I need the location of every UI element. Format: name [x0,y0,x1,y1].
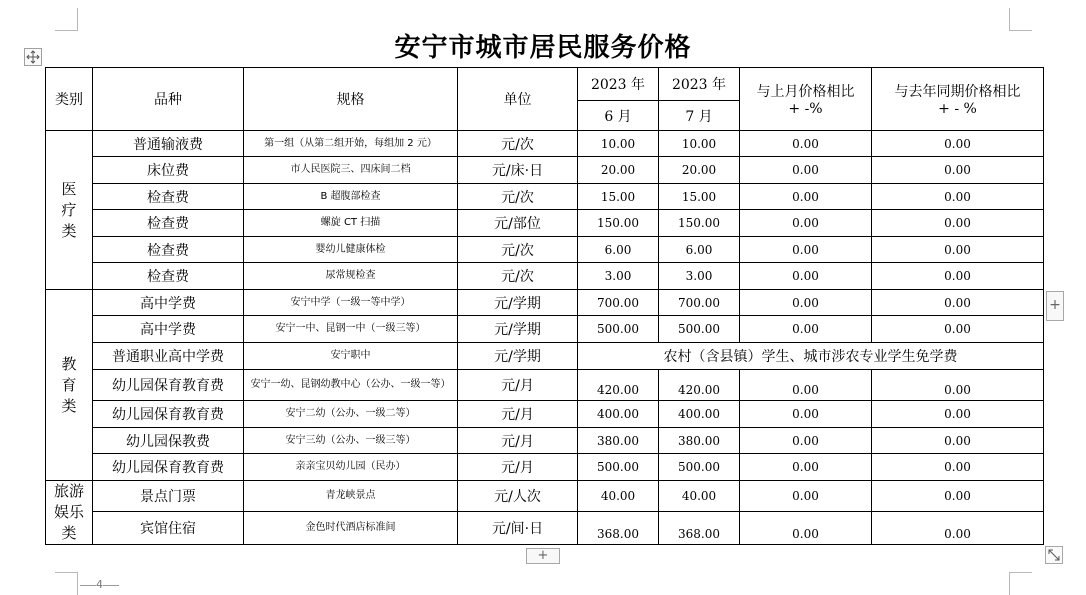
category-char: 医 [61,179,77,198]
table-row [46,454,1044,481]
cell-june-price: 500.00 [578,316,659,343]
header-unit: 单位 [458,68,578,131]
cell-july-price: 10.00 [659,131,740,157]
crop-mark-top-left [55,8,78,31]
header-year-june: 2023 年 [578,68,659,101]
cell-mom-change: 0.00 [740,316,872,343]
page-number-value: 4 [96,578,103,591]
cell-mom-change: 0.00 [740,131,872,157]
cell-exemption-note: 农村（含县镇）学生、城市涉农专业学生免学费 [578,343,1044,370]
cell-june-price: 400.00 [578,401,659,428]
crop-mark-bottom-right [1009,572,1032,595]
table-row [46,157,1044,184]
page-number [80,578,119,592]
cell-mom-change: 0.00 [740,157,872,184]
page-number-dash-right [103,585,119,586]
table-row [46,237,1044,263]
category-char: 类 [61,396,77,415]
cell-july-price: 20.00 [659,157,740,184]
cell-unit: 元/月 [458,401,578,428]
cell-july-price: 150.00 [659,210,740,237]
header-item: 品种 [93,68,244,131]
cell-spec: 婴幼儿健康体检 [244,237,458,263]
cell-item: 检查费 [93,184,244,210]
cell-june-price: 368.00 [578,511,659,544]
cell-item: 检查费 [93,263,244,290]
cell-june-price: 700.00 [578,290,659,316]
cell-unit: 元/次 [458,184,578,210]
cell-item: 高中学费 [93,316,244,343]
cell-spec: 安宁二幼（公办、一级二等） [244,401,458,428]
table-row [46,263,1044,290]
price-table [45,67,1044,545]
cell-yoy-change: 0.00 [872,316,1044,343]
cell-mom-change: 0.00 [740,237,872,263]
crop-mark-top-right [1009,8,1032,31]
cell-june-price: 420.00 [578,370,659,401]
cell-june-price: 40.00 [578,481,659,512]
cell-june-price: 10.00 [578,131,659,157]
document-title: 安宁市城市居民服务价格 [394,33,692,63]
header-spec: 规格 [244,68,458,131]
header-year-july: 2023 年 [659,68,740,101]
cell-mom-change: 0.00 [740,481,872,512]
cell-spec: 金色时代酒店标准间 [244,511,458,544]
cell-unit: 元/学期 [458,290,578,316]
header-yoy-line2: + - % [938,101,977,117]
cell-mom-change: 0.00 [740,401,872,428]
cell-item: 景点门票 [93,481,244,512]
table-row [46,343,1044,370]
cell-yoy-change: 0.00 [872,290,1044,316]
cell-unit: 元/间·日 [458,511,578,544]
cell-july-price: 3.00 [659,263,740,290]
cell-item: 床位费 [93,157,244,184]
cell-spec: 螺旋 CT 扫描 [244,210,458,237]
table-resize-handle[interactable] [1045,546,1063,564]
cell-spec: 安宁一幼、昆钢幼教中心（公办、一级一等） [244,370,458,401]
cell-june-price: 15.00 [578,184,659,210]
header-month-july: 7 月 [659,101,740,131]
header-row [46,68,1044,101]
cell-mom-change: 0.00 [740,511,872,544]
add-row-button[interactable]: + [526,548,560,564]
cell-june-price: 3.00 [578,263,659,290]
cell-yoy-change: 0.00 [872,263,1044,290]
category-education [46,290,93,481]
cell-unit: 元/次 [458,237,578,263]
table-row [46,290,1044,316]
cell-spec: 安宁三幼（公办、一级三等） [244,428,458,454]
cell-mom-change: 0.00 [740,184,872,210]
cell-yoy-change: 0.00 [872,454,1044,481]
cell-yoy-change: 0.00 [872,401,1044,428]
cell-yoy-change: 0.00 [872,428,1044,454]
cell-july-price: 15.00 [659,184,740,210]
table-row [46,401,1044,428]
header-category: 类别 [46,68,93,131]
cell-spec: 青龙峡景点 [244,481,458,512]
resize-arrows-icon [1046,547,1062,563]
cell-july-price: 368.00 [659,511,740,544]
cell-spec: 安宁职中 [244,343,458,370]
cell-july-price: 380.00 [659,428,740,454]
header-mom-line2: + -% [788,101,823,117]
cell-june-price: 500.00 [578,454,659,481]
cell-july-price: 500.00 [659,454,740,481]
cell-july-price: 700.00 [659,290,740,316]
cell-item: 幼儿园保育教育费 [93,370,244,401]
category-char: 教 [61,354,77,373]
cell-item: 幼儿园保育教育费 [93,454,244,481]
cell-unit: 元/月 [458,454,578,481]
cell-july-price: 500.00 [659,316,740,343]
category-medical [46,131,93,290]
header-mom-line1: 与上月价格相比 [756,84,855,100]
cell-unit: 元/次 [458,131,578,157]
cell-july-price: 400.00 [659,401,740,428]
header-month-over-month [740,68,872,131]
category-char: 类 [61,524,77,542]
category-char: 疗 [61,200,77,219]
table-row [46,428,1044,454]
cell-item: 检查费 [93,237,244,263]
cell-item: 普通输液费 [93,131,244,157]
cell-mom-change: 0.00 [740,210,872,237]
cell-yoy-change: 0.00 [872,481,1044,512]
category-char: 育 [61,375,77,394]
cell-yoy-change: 0.00 [872,210,1044,237]
cell-mom-change: 0.00 [740,454,872,481]
cell-yoy-change: 0.00 [872,511,1044,544]
cell-unit: 元/学期 [458,343,578,370]
table-row [46,184,1044,210]
header-year-over-year [872,68,1044,131]
cell-yoy-change: 0.00 [872,157,1044,184]
cell-july-price: 420.00 [659,370,740,401]
cell-spec: 安宁中学（一级一等中学） [244,290,458,316]
cell-july-price: 6.00 [659,237,740,263]
cell-spec: 第一组（从第二组开始，每组加 2 元） [244,131,458,157]
cell-unit: 元/床·日 [458,157,578,184]
cell-unit: 元/人次 [458,481,578,512]
category-char: 类 [61,221,77,240]
cell-spec: 尿常规检查 [244,263,458,290]
category-tourism [46,481,93,545]
table-row [46,370,1044,401]
cell-mom-change: 0.00 [740,370,872,401]
cell-mom-change: 0.00 [740,263,872,290]
cell-item: 幼儿园保教费 [93,428,244,454]
cell-mom-change: 0.00 [740,428,872,454]
table-row [46,481,1044,512]
cell-yoy-change: 0.00 [872,184,1044,210]
cell-june-price: 20.00 [578,157,659,184]
cell-yoy-change: 0.00 [872,237,1044,263]
cell-june-price: 150.00 [578,210,659,237]
cell-spec: B 超腹部检查 [244,184,458,210]
cell-item: 幼儿园保育教育费 [93,401,244,428]
category-char: 娱乐 [53,503,84,521]
cell-mom-change: 0.00 [740,290,872,316]
category-char: 旅游 [53,482,84,500]
cell-unit: 元/学期 [458,316,578,343]
cell-yoy-change: 0.00 [872,370,1044,401]
table-row [46,131,1044,157]
cell-spec: 亲亲宝贝幼儿园（民办） [244,454,458,481]
cell-item: 宾馆住宿 [93,511,244,544]
header-yoy-line1: 与去年同期价格相比 [894,84,1021,100]
cell-july-price: 40.00 [659,481,740,512]
header-month-june: 6 月 [578,101,659,131]
table-row [46,511,1044,544]
cell-yoy-change: 0.00 [872,131,1044,157]
cell-item: 普通职业高中学费 [93,343,244,370]
cell-spec: 市人民医院三、四床间二档 [244,157,458,184]
cell-spec: 安宁一中、昆钢一中（一级三等） [244,316,458,343]
cell-item: 高中学费 [93,290,244,316]
page-number-dash-left [80,585,96,586]
cell-unit: 元/部位 [458,210,578,237]
table-row [46,316,1044,343]
cell-item: 检查费 [93,210,244,237]
cell-june-price: 6.00 [578,237,659,263]
table-row [46,210,1044,237]
cell-unit: 元/月 [458,370,578,401]
cell-unit: 元/次 [458,263,578,290]
cell-june-price: 380.00 [578,428,659,454]
cell-unit: 元/月 [458,428,578,454]
add-column-button[interactable]: + [1046,291,1064,321]
crop-mark-bottom-left [55,572,78,595]
